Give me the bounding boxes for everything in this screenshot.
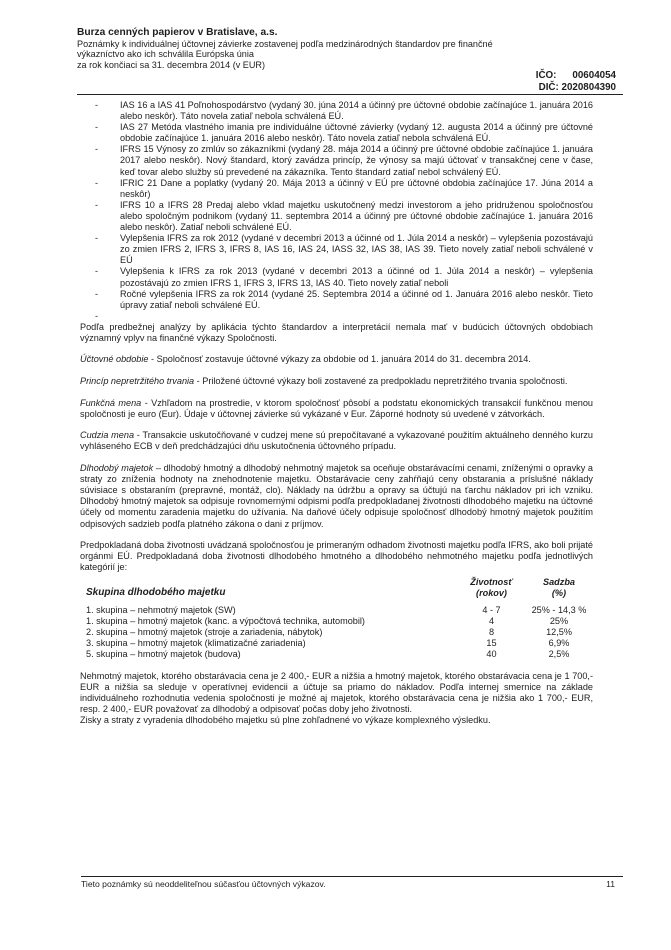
list-item: - Vylepšenia IFRS za rok 2012 (vydané v decembri 2013 a účinné od 1. Júla 2014 a neskôr) – vylepšenia pozostávajú zo zmien IFRS 2, IFRS 3, IFRS 8, IAS 16, IAS 24, IASS 32, IAS 38, IAS 39. Tieto novely zatiaľ neboli schválené v EÚ: [120, 233, 593, 266]
list-item: - Ročné vylepšenia IFRS za rok 2014 (vydané 25. Septembra 2014 a účinné od 1. Januára 2016 alebo neskôr. Tieto úpravy zatiaľ neboli schválené EÚ.: [120, 289, 593, 311]
cell-rate: 2,5%: [548, 648, 570, 659]
ico-label: IČO:: [535, 70, 557, 81]
header-subtitle-line: Poznámky k individuálnej účtovnej závierke zostavenej podľa medzinárodných štandardov pre finančné: [77, 39, 493, 49]
list-item: - Vylepšenia k IFRS za rok 2013 (vydané v decembri 2013 a účinné od 1. Júla 2014 a neskôr) – vylepšenia pozostávajú zo zmien IFRS 1, IFRS 3, IFRS 13, IAS 40. Tieto novely zatiaľ neboli: [120, 266, 593, 288]
cell-group: 1. skupina – hmotný majetok (kanc. a výpočtová technika, automobil): [86, 616, 365, 627]
ico-value: 00604054: [572, 70, 616, 81]
page-header: [77, 27, 607, 70]
header-divider: [77, 94, 623, 95]
paragraph-gains-losses: Zisky a straty z vyradenia dlhodobého majetku sú plne zohľadnené vo výkaze komplexného výsledku.: [80, 715, 491, 726]
page-body: [80, 100, 593, 737]
table-header-row: [80, 577, 595, 599]
column-header-group: Skupina dlhodobého majetku: [86, 587, 226, 599]
table-row: [80, 638, 595, 649]
company-identifiers: [536, 70, 616, 93]
list-item: - IFRS 15 Výnosy zo zmlúv so zákazníkmi (vydaný 28. mája 2014 a účinný pre účtovné obdobie začínajúce 1. januára 2017 alebo neskôr). Nový štandard, ktorý zavádza princíp, že výnosy sa majú účtovať v transakčnej cene v čase, keď tovar alebo služby sú prevedené na zákazníka. Tento štandard zatiaľ nebol schválený EÚ.: [120, 144, 593, 177]
life-header-line2: (rokov): [476, 588, 507, 599]
depreciation-table: [80, 577, 595, 659]
list-item: - IFRIC 21 Dane a poplatky (vydaný 20. Mája 2013 a účinný v EÚ pre účtovné obdobia začínajúce 17. Júna 2014 a neskôr): [120, 178, 593, 200]
header-subtitle-line: výkazníctvo ako ich schválila Európska únia: [77, 49, 254, 60]
dic-label: DIČ:: [538, 81, 559, 93]
footer-note: Tieto poznámky sú neoddeliteľnou súčasťou účtovných výkazov.: [81, 879, 326, 889]
table-row: [80, 616, 595, 627]
cell-life: 4 - 7: [482, 605, 501, 616]
life-header-line1: Životnosť: [470, 577, 513, 588]
dic-value: 2020804390: [561, 81, 616, 93]
cell-life: 40: [486, 648, 497, 659]
term-long-term-assets: Dlhodobý majetok: [80, 463, 154, 474]
paragraph-intangible-assets: Nehmotný majetok, ktorého obstarávacia cena je 2 400,- EUR a nižšia a hmotný majetok, ktorého obstarávacia cena je 1 700,- EUR a nižšia sa sleduje v operatívnej evidencii a účtuje sa priamo do nákladov. Podľa internej smernice na základe individuálneho rozhodnutia vedenia spoločnosti je možné aj majetok, ktorého obstarávacia cena je nižšia ako 1 700,- EUR, resp. 2 400,- EUR považovať za dlhodobý a odpisovať počas doby jeho životnosti.: [80, 670, 593, 714]
term-functional-currency: Funkčná mena: [80, 397, 142, 408]
cell-life: 8: [488, 627, 495, 637]
empty-list-item: [80, 311, 593, 322]
text-foreign-currency: - Transakcie uskutočňované v cudzej mene sú prepočítavané a vykazované použitím aktuálneho denného kurzu vyhláseného ECB v deň predchádzajúci dňu uskutočnenia účtovného prípadu.: [80, 430, 593, 452]
paragraph-accounting-period: [80, 354, 593, 365]
rate-header-line1: Sadzba: [543, 577, 575, 588]
table-row: [80, 627, 595, 638]
cell-life: 4: [488, 616, 495, 627]
list-item: - IAS 16 a IAS 41 Poľnohospodárstvo (vydaný 30. júna 2014 a účinný pre účtovné obdobie začínajúce 1. januára 2016 alebo neskôr). Táto novela zatiaľ nebola schválená EÚ.: [120, 100, 593, 122]
company-name: Burza cenných papierov v Bratislave, a.s.: [77, 27, 278, 38]
text-long-term-assets: – dlhodobý hmotný a dlhodobý nehmotný majetok sa oceňuje obstarávacími cenami, zníženými o opravky a straty zo zníženia hodnoty na znehodnotenie majetku. Obstarávacie ceny zahŕňajú ceny obstarania a príslušné náklady súvisiace s obstaraním (prepravné, montáž, clo). Náklady na údržbu a opravy sa účtujú na ťarchu nákladov pri ich vzniku. Dlhodobý hmotný majetok sa odpisuje rovnomernými odpismi podľa predpokladanej životnosti dlhodobého majetku na účtovné účely od momentu zaradenia majetku do užívania. Na daňové účely odpisuje spoločnosť dlhodobý hmotný majetok použitím odpisových sadzieb podľa platného zákona o dani z príjmov.: [80, 463, 594, 529]
list-item: - IFRS 10 a IFRS 28 Predaj alebo vklad majetku uskutočnený medzi investorom a jeho pridruženou spoločnosťou alebo spoločným podnikom (vydaný 11. septembra 2014 a účinný pre účtovné obdobie začínajúce 1. januára 2016 alebo neskôr). Zatiaľ neboli schválené EÚ.: [120, 200, 593, 233]
paragraph-useful-life: Predpokladaná doba životnosti uvádzaná spoločnosťou je primeraným odhadom životnosti majetku podľa IFRS, ako boli prijaté orgánmi EÚ. Predpokladaná doba životnosti dlhodobého hmotného a dlhodobého nehmotného majetku podľa jednotlivých kategórií je:: [80, 540, 593, 573]
standards-list: [80, 100, 593, 311]
cell-rate: 25% - 14,3 %: [531, 605, 587, 616]
list-item: - IAS 27 Metóda vlastného imania pre individuálne účtovné závierky (vydaný 12. augusta 2014 a účinný pre účtovné obdobie začínajúce 1. januára 2016 alebo neskôr). Táto novela zatiaľ nebola schválená EÚ.: [120, 122, 593, 144]
paragraph-going-concern: [80, 376, 593, 387]
rate-header-line2: (%): [551, 588, 567, 599]
table-row: [80, 605, 595, 616]
cell-rate: 6,9%: [548, 637, 570, 648]
text-functional-currency: - Vzhľadom na prostredie, v ktorom spoločnosť pôsobí a podstatu ekonomických transakcií funkčnou menou spoločnosti je euro (Eur). Údaje v účtovnej závierke sú vykázané v Eur. Záporné hodnoty sú uvedené v zátvorkách.: [80, 397, 593, 419]
cell-rate: 25%: [549, 616, 569, 627]
column-header-rate: [523, 577, 595, 599]
page-number: 11: [606, 879, 615, 889]
cell-group: 5. skupina – hmotný majetok (budova): [86, 648, 241, 659]
header-subtitle-line: za rok končiaci sa 31. decembra 2014 (v EUR): [77, 59, 266, 70]
cell-group: 2. skupina – hmotný majetok (stroje a zariadenia, nábytok): [86, 627, 323, 637]
paragraph-analysis: Podľa predbežnej analýzy by aplikácia týchto štandardov a interpretácií nemala mať v budúcich účtovných obdobiach významný vplyv na finančné výkazy Spoločnosti.: [80, 321, 593, 343]
column-header-life: [460, 577, 523, 599]
cell-life: 15: [486, 637, 497, 648]
term-accounting-period: Účtovné obdobie: [80, 354, 149, 365]
cell-group: 3. skupina – hmotný majetok (klimatizačné zariadenia): [86, 637, 306, 648]
cell-rate: 12,5%: [546, 627, 572, 637]
text-going-concern: - Priložené účtovné výkazy boli zostavené za predpokladu nepretržitého trvania spoločnosti.: [194, 376, 568, 387]
table-row: [80, 649, 595, 660]
text-accounting-period: - Spoločnosť zostavuje účtovné výkazy za obdobie od 1. januára 2014 do 31. decembra 2014.: [148, 354, 531, 365]
page-footer: [81, 876, 623, 889]
paragraph-foreign-currency: [80, 430, 593, 452]
paragraph-functional-currency: [80, 398, 593, 420]
cell-group: 1. skupina – nehmotný majetok (SW): [86, 605, 236, 616]
paragraph-long-term-assets: [80, 463, 593, 530]
term-foreign-currency: Cudzia mena: [80, 430, 135, 441]
term-going-concern: Princíp nepretržitého trvania: [80, 376, 195, 387]
